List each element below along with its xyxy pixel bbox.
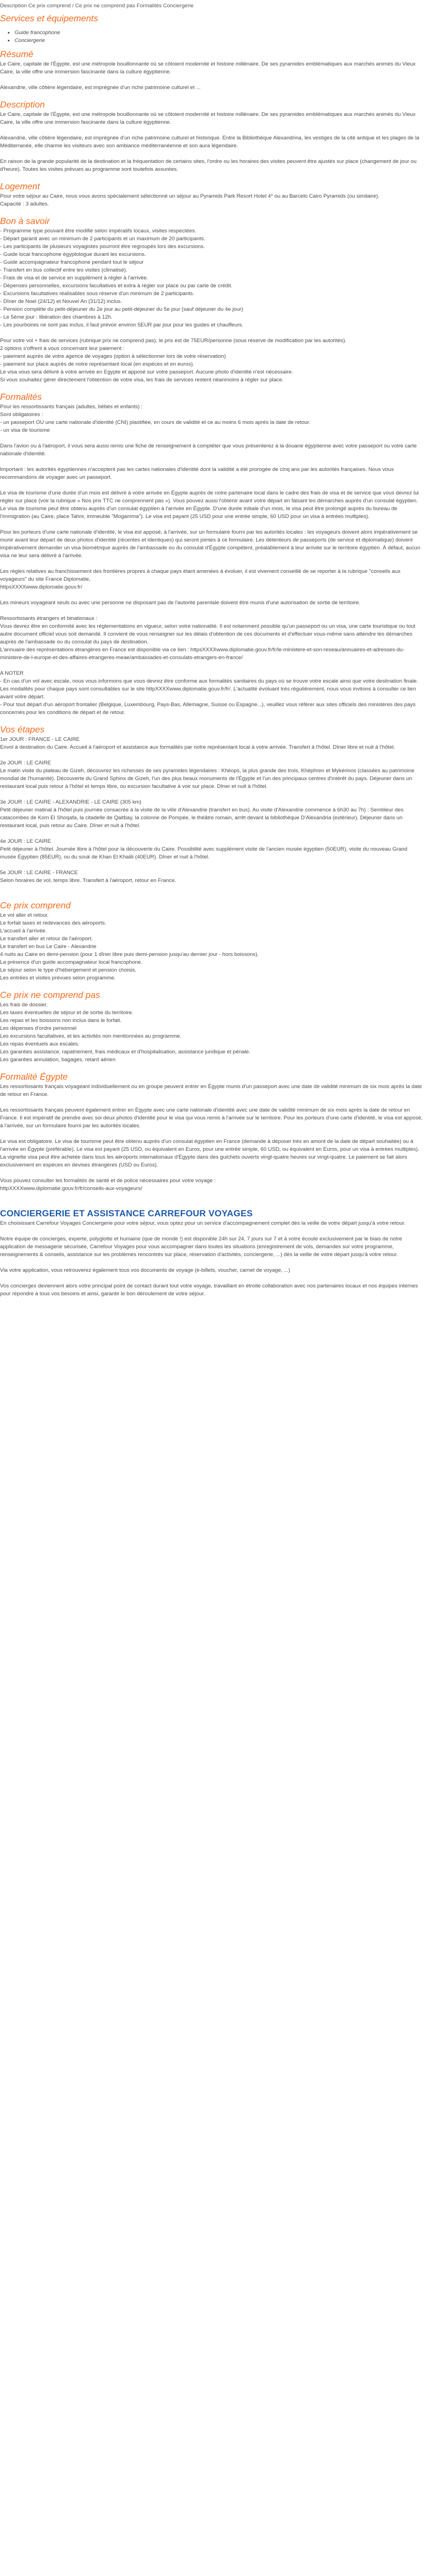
paragraph: - Frais de visa et de service en supplément à régler à l'arrivée. xyxy=(0,275,148,281)
paragraph: 1er JOUR : FRANCE - LE CAIRE xyxy=(0,736,80,743)
paragraph: Alexandrie, ville côtière légendaire, est imprégnée d'un riche patrimoine culturel et ... xyxy=(0,85,201,91)
paragraph: - Excursions facultatives réalisables sous réserve d'un minimum de 2 participants. xyxy=(0,291,195,297)
paragraph: Le forfait taxes et redevances des aéroports. xyxy=(0,920,106,926)
paragraph: - Le 5ème jour : libération des chambres à 12h. xyxy=(0,314,113,320)
paragraph: Le transfert aller et retour de l'aéroport. xyxy=(0,936,93,942)
formalite-egypte-title: Formalité Égypte xyxy=(0,1072,68,1082)
paragraph xyxy=(0,662,424,670)
paragraph: Le Caire, capitale de l'Égypte, est une métropole bouillonnante où se côtoient modernité et histoire millénaire. De ses pyramides emblématiques aux marchés animés du Vieux Caire, la ville offre une immersion fascinante dans la culture égyptienne. xyxy=(0,61,416,75)
paragraph: Vos concierges deviennent alors votre principal point de contact durant tout votre voyage, travaillant en étroite collaboration avec nos partenaires locaux et nos équipes internes pour répondre à tous vos besoins et ainsi, garantir le bon déroulement de votre séjour. xyxy=(0,1283,418,1297)
paragraph: Le Caire, capitale de l'Égypte, est une métropole bouillonnante où se côtoient modernité et histoire millénaire. De ses pyramides emblématiques aux marchés animés du Vieux Caire, la ville offre une immersion fascinante dans la culture égyptienne. xyxy=(0,111,416,125)
paragraph: Pour les ressortissants français (adultes, bébés et enfants) : xyxy=(0,404,143,410)
paragraph xyxy=(0,861,424,869)
paragraph: Via votre application, vous retrouverez également tous vos documents de voyage (e-billets, voucher, carnet de voyage, ...) xyxy=(0,1267,290,1273)
paragraph: 5e JOUR : LE CAIRE - FRANCE xyxy=(0,870,78,876)
paragraph: - Pour tout départ d'un aéroport frontalier (Belgique, Luxembourg, Pays-Bas, Allemagne, Suisse ou Espagne...), veuillez vous référer aux sites officiels des ministères des pays concernés pour les conditions de départ et de retour. xyxy=(0,702,416,716)
list-item: • Conciergerie xyxy=(15,37,424,45)
paragraph: Le matin visite du plateau de Gizeh, découvrez les richesses de ses pyramides légendaires : Khéops, la plus grande des trois, Khéphren et Mykérinos (classées au patrimoine mondial de l'humanité). Découverte du Grand Sphinx de Gizeh, l'un des plus beaux monuments de l'Égypte et l'un des principaux centres d'intérêt du pays. Déjeuner dans un restaurant local puis retour à l'hôtel et temps libre, ou excursion facultative à voir sur place. Dîner et nuit à l'hôtel. xyxy=(0,768,414,790)
paragraph: - Les pourboires ne sont pas inclus, il faut prévoir environ 5EUR par jour pour les guides et chauffeurs. xyxy=(0,322,243,328)
etapes-title: Vos étapes xyxy=(0,725,45,735)
services-list xyxy=(15,29,424,45)
paragraph: Petit déjeuner matinal à l'hôtel puis journée consacrée à la visite de la ville d'Alexandrie (transfert en bus). Au visite d'Alexandrie commence à 6h30 au 7h) : Sembleur des catacombes de Kom El Shoqafa, la citadelle de Qaitbay, la colonne de Pompée, le théâtre romain, arrêt devant la bibliothèque D'Alexandria (extérieur). Déjeuner dans un restaurant local, puis retour au Caire. Dîner et nuit à l'hôtel. xyxy=(0,807,404,829)
paragraph: 4 nuits au Caire en demi-pension (pour 1 dîner libre puis demi-pension jusqu'au dernier jour - hors boissons). xyxy=(0,951,259,958)
paragraph: Les mineurs voyageant seuls ou avec une personne ne disposant pas de l'autorité parentale doivent être munis d'une autorisation de sortie de territoire. xyxy=(0,600,361,606)
paragraph xyxy=(0,791,424,799)
paragraph: Les garanties annulation, bagages, retard aérien xyxy=(0,1057,116,1063)
paragraph xyxy=(0,76,424,84)
paragraph: Pour votre séjour au Caire, nous vous avons spécialement sélectionné un séjour au Pyramids Park Resort Hotel 4* ou au Barcelo Cairo Pyramids (ou similaire). xyxy=(0,193,380,199)
paragraph: 4e JOUR : LE CAIRE xyxy=(0,838,51,844)
paragraph: Les excursions facultatives, et les activités non mentionnées au programme. xyxy=(0,1033,182,1039)
etapes-section xyxy=(0,725,424,885)
paragraph: Pour les porteurs d'une carte nationale d'identité, le visa est apposé, à l'arrivée, sur un formulaire fourni par les autorités locales : les voyageurs doivent alors impérativement se munir avant leur départ de deux photos d'identité (récentes et identiques) qui seront jointes à ce formulaire. Les détenteurs de passeports (de service et diplomatique) doivent impérativement demander un visa biométrique auprès de l'ambassade ou du consulat d'Égypte compétent, préalablement à leur arrivée sur le territoire égyptien. À défaut, aucun visa ne leur sera délivré à l'arrivée. xyxy=(0,529,421,559)
services-title: Services et équipements xyxy=(0,14,98,24)
breadcrumb: Description Ce prix comprend / Ce prix ne comprend pas Formalités Conciergerie xyxy=(0,3,194,9)
paragraph: Les frais de dossier. xyxy=(0,1002,48,1008)
paragraph: Les entrées et visites prévues selon programme. xyxy=(0,975,116,981)
paragraph: Les taxes éventuelles de séjour et de sortie du territoire. xyxy=(0,1010,134,1016)
paragraph xyxy=(0,127,424,134)
paragraph: En raison de la grande popularité de la destination et la fréquentation de certains sites, l'ordre ou les horaires des visites peuvent être ajustés sur place (changement de jour ou d'heure). Toutes les visites prévues au programme sont toutefois assurées. xyxy=(0,158,417,172)
paragraph: - paiement sur place auprès de notre représentant local (en espèces et en euros). xyxy=(0,361,195,367)
paragraph: L'accueil à l'arrivée. xyxy=(0,928,47,934)
paragraph: - Guide local francophone égyptologue durant les excursions. xyxy=(0,251,146,258)
paragraph: Dans l'avion ou à l'aéroport, il vous sera aussi remis une fiche de renseignement à compléter que vous présenterez à la douane égyptienne avec votre passeport ou votre carte nationale d'identité. xyxy=(0,443,417,457)
paragraph xyxy=(0,329,424,337)
paragraph: - paiement auprès de votre agence de voyages (option à sélectionner lors de votre réservation) xyxy=(0,353,226,360)
paragraph: Le vol aller et retour. xyxy=(0,912,49,918)
paragraph: Les dépenses d'ordre personnel xyxy=(0,1025,77,1032)
paragraph xyxy=(0,830,424,838)
paragraph: Les ressortissants français peuvent également entrer en Égypte avec une carte nationale d'identité avec une date de validité minimum de six mois après la date de retour en France. Il est impératif de prendre avec soi deux photos d'identité pour le visa qui vous remis à l'arrivée sur le territoire. Pour les porteurs d'une carte d'identité, le visa est apposé, à l'arrivée, sur un formulaire fourni par les autorités locales. xyxy=(0,1107,423,1129)
paragraph xyxy=(0,1169,424,1177)
prix-ne-comprend-title: Ce prix ne comprend pas xyxy=(0,991,100,1000)
paragraph: Les garanties assistance, rapatriement, frais médicaux et d'hospitalisation, assistance juridique et pénale. xyxy=(0,1049,251,1055)
paragraph: La présence d'un guide accompagnateur local francophone. xyxy=(0,959,143,965)
paragraph: - Guide accompagnateur francophone pendant tout le séjour xyxy=(0,259,144,265)
paragraph: Le visa de tourisme d'une durée d'un mois est délivré à votre arrivée en Égypte auprès de notre partenaire local dans le cadre des frais de visa et de service que vous devrez lui régler sur place (voir la rubrique « Nos prix TTC ne comprennent pas »). Vous pouvez aussi l'obtenir avant votre départ en faisant les démarches auprès d'un consulat égyptien. Le visa de tourisme peut être obtenu auprès d'un consulat égyptien à l'arrivée en Égypte. D'une durée initiale d'un mois, le visa peut être prolongé auprès du bureau de l'immigration (au Caire, place Tahrir, immeuble "Mogamma"). Le visa est payant (25 USD pour une entrée simple, 60 USD pour un visa à entrées multiples). xyxy=(0,490,419,520)
paragraph: - En cas d'un vol avec escale, nous vous informons que vous devrez être conforme aux formalités sanitaires du pays où se trouve votre escale ainsi que votre destination finale. xyxy=(0,678,418,684)
paragraph xyxy=(0,1099,424,1107)
paragraph xyxy=(0,1275,424,1282)
description-title: Description xyxy=(0,100,45,110)
paragraph: Notre équipe de concierges, experte, polyglotte et humaine (que de monde !) est disponible 24h sur 24, 7 jours sur 7 et à votre écoute exclusivement par le biais de notre application de messagerie sécurisée, Carrefour Voyages pour vous accompagner dans toutes les situations (enregistrement de vols, demandes sur votre programme, renseignements & conseils, assistance sur les problèmes rencontrés sur place, réservation d'activités, conciergerie, ...) dès la veille de votre départ jusqu'à votre retour. xyxy=(0,1236,402,1258)
paragraph: - Transfert en bus collectif entre les visites (climatisé). xyxy=(0,267,128,273)
paragraph: Envol à destination du Caire. Accueil à l'aéroport et assistance aux formalités par notre représentant local à votre arrivée. Transfert à l'hôtel. Dîner libre et nuit à l'hôtel. xyxy=(0,744,395,750)
paragraph xyxy=(0,607,424,615)
paragraph: Ressortissants étrangers et binationaux : xyxy=(0,615,97,622)
paragraph: 2 options s'offrent à vous concernant leur paiement : xyxy=(0,346,125,352)
paragraph: Selon horaires de vol, temps libre. Transfert à l'aéroport, retour en France. xyxy=(0,878,176,884)
paragraph xyxy=(0,482,424,489)
prix-ne-comprend-section xyxy=(0,990,424,1064)
paragraph: Les repas et les boissons non inclus dans le forfait. xyxy=(0,1018,122,1024)
paragraph: Petit déjeuner à l'hôtel. Journée libre à l'hôtel pour la découverte du Caire. Possibilité avec supplément visite de l'ancien musée égyptien (50EUR), visite du nouveau Grand musée Égyptien (85EUR), ou du souk de Khan El Khalili (40EUR). Dîner et nuit à l'hôtel. xyxy=(0,846,408,860)
paragraph: Vous devrez être en conformité avec les réglementations en vigueur, selon votre nationalité. Il est notamment possible qu'un passeport ou un visa, une carte touristique ou tout autre document officiel vous soit demandé. Il convient de vous renseigner sur les délais d'obtention de ces documents et d'effectuer vous-même sans attendre les démarches auprès de l'ambassade ou du consulat du pays de destination. xyxy=(0,623,416,645)
paragraph: Important : les autorités égyptiennes n'acceptent pas les cartes nationales d'identité dont la validité a été prorogée de cinq ans par les autorités françaises. Nous vous recommandons de voyager avec un passeport. xyxy=(0,466,394,480)
paragraph xyxy=(0,1259,424,1267)
paragraph: - Les participants de plusieurs voyagistes pourront être regroupés lors des excursions. xyxy=(0,244,205,250)
paragraph: Alexandrie, ville côtière légendaire, est imprégnée d'un riche patrimoine culturel et historique. Entre la Bibliothèque Alexandrina, les vestiges de la cité antique et les plages de la Méditerranée, elle charme les visiteurs avec son ambiance méditerranéenne et son aura légendaire. xyxy=(0,135,420,149)
paragraph: Le visa est obligatoire. Le visa de tourisme peut être obtenu auprès d'un consulat égyptien en France (demande à déposer très en amont de la date de départ souhaitée) ou à l'arrivée en Égypte (préférable). Le visa est payant (25 USD, ou équivalent en Euros, pour une entrée simple, 60 USD, ou équivalent en Euros, pour un visa à entrées multiples). La vignette visa peut être achetée dans tous les aéroports internationaux d'Égypte dans des guichets ouverts vingt-quatre heures sur vingt-quatre. Le paiement se fait alors exclusivement en espèces en devises étrangères (USD ou Euros). xyxy=(0,1138,420,1168)
paragraph xyxy=(0,435,424,442)
paragraph: Pour votre vol + frais de services (rubrique prix ne comprend pas), le prix est de 75EUR/personne (sous réserve de modification par les autorités). xyxy=(0,338,347,344)
resume-title: Résumé xyxy=(0,50,34,59)
paragraph: 3e JOUR : LE CAIRE - ALEXANDRIE - LE CAIRE (305 km) xyxy=(0,799,142,805)
paragraph xyxy=(0,150,424,158)
paragraph xyxy=(0,521,424,529)
paragraph: - un passeport OU une carte nationale d'identité (CNI) plastifiée, en cours de validité et ce au moins 6 mois après la date de retour. xyxy=(0,419,310,426)
paragraph: - Programme type pouvant être modifié selon impératifs locaux, visites respectées. xyxy=(0,228,196,234)
paragraph: En choisissant Carrefour Voyages Conciergerie pour votre séjour, vous optez pour un service d'accompagnement complet dès la veille de votre départ jusqu'à votre retour. xyxy=(0,1220,406,1226)
bonasavoir-title: Bon à savoir xyxy=(0,217,50,226)
paragraph: - un visa de tourisme xyxy=(0,427,50,433)
paragraph xyxy=(0,458,424,466)
paragraph xyxy=(0,560,424,568)
paragraph: Le transfert en bus Le Caire - Alexandrie xyxy=(0,944,97,950)
paragraph xyxy=(0,1228,424,1235)
paragraph: L'annuaire des représentations étrangères en France est disponible via ce lien : httpsXXXXwww.diplomatie.gouv.fr/fr/le-ministere-et-son-reseau/annuaires-et-adresses-du-ministere-de-l-europe-et-des-affaires-etrangeres-meae/ambassades-et-consulats-etrangers-en-france/ xyxy=(0,647,405,661)
list-item: • Guide francophone xyxy=(15,29,424,37)
services-section xyxy=(0,13,424,45)
paragraph: Si vous souhaitez gérer directement l'obtention de votre visa, les frais de services restent néanmoins à régler sur place. xyxy=(0,377,284,383)
paragraph: - Dîner de Noel (24/12) et Nouvel An (31/12) inclus. xyxy=(0,298,123,305)
paragraph: Les modalités pour chaque pays sont consultables sur le site httpXXXXwww.diplomatie.gouv.fr/fr/. L'actualité évoluant très régulièrement, nous vous invitons à consulter ce lien avant votre départ. xyxy=(0,686,416,700)
formalites-title: Formalités xyxy=(0,393,42,402)
paragraph: 2e JOUR : LE CAIRE xyxy=(0,760,51,766)
paragraph: httpsXXXXwww.diplomatie.gouv.fr/ xyxy=(0,584,82,590)
resume-section xyxy=(0,49,424,92)
paragraph xyxy=(0,591,424,599)
conciergerie-section xyxy=(0,1208,424,1298)
logement-title: Logement xyxy=(0,182,40,192)
description-section xyxy=(0,100,424,174)
conciergerie-title: CONCIERGERIE ET ASSISTANCE CARREFOUR VOYAGES xyxy=(0,1209,253,1219)
bonasavoir-section xyxy=(0,216,424,384)
paragraph: - Dépenses personnelles, excursions facultatives et extra à régler sur place ou par carte de crédit. xyxy=(0,283,233,289)
paragraph: Les règles relatives au franchissement des frontières propres à chaque pays étant amenées à évoluer, il est vivement conseillé de se reporter à la rubrique "conseils aux voyageurs" du site France Diplomatie, xyxy=(0,568,401,582)
paragraph: Vous pouvez consulter les formalités de santé et de police nécessaires pour votre voyage : xyxy=(0,1178,216,1184)
prix-comprend-title: Ce prix comprend xyxy=(0,901,71,911)
logement-section xyxy=(0,181,424,208)
formalites-section xyxy=(0,392,424,717)
paragraph: - Départ garanti avec un minimum de 2 participants et un maximum de 20 participants. xyxy=(0,236,205,242)
paragraph xyxy=(0,1130,424,1138)
paragraph: - Pension complète du petit-déjeuner du 2e jour au petit-déjeuner du 5e jour (sauf déjeuner du 4e jour) xyxy=(0,306,243,312)
paragraph xyxy=(0,752,424,759)
prix-comprend-section xyxy=(0,900,424,982)
paragraph: Le visa vous sera délivré à votre arrivée en Egypte et apposé sur votre passeport. Aucune photo d'identité n'est nécessaire. xyxy=(0,369,294,375)
formalite-egypte-section xyxy=(0,1072,424,1193)
paragraph: A NOTER xyxy=(0,670,24,676)
paragraph: Sont obligatoires : xyxy=(0,412,43,418)
paragraph: Les repas éventuels aux escales. xyxy=(0,1041,79,1047)
paragraph: Le séjour selon le type d'hébergement et pension choisis. xyxy=(0,967,136,973)
paragraph: httpXXXXwww.diplomatie.gouv.fr/fr/conseils-aux-voyageurs/ xyxy=(0,1186,143,1192)
paragraph: Les ressortissants français voyageant individuellement ou en groupe peuvent entrer en Égypte munis d'un passeport avec une date de validité minimum de six mois après la date de retour en France. xyxy=(0,1084,422,1098)
paragraph: Capacité : 3 adultes. xyxy=(0,201,49,207)
